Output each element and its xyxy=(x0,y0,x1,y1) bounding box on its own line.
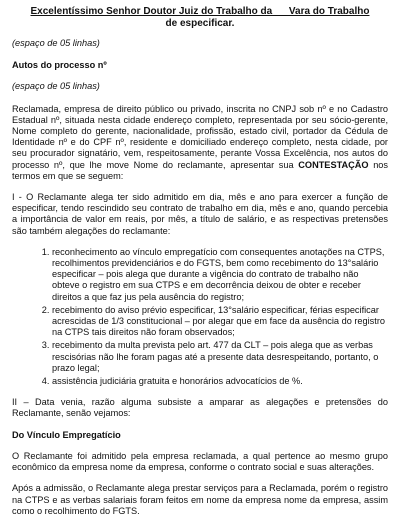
case-number-line: Autos do processo nº xyxy=(12,60,107,71)
intro-paragraph xyxy=(12,104,388,182)
list-item: 3. recebimento da multa prevista pelo art. 477 da CLT – pois alega que as verbas rescisórias não lhe foram pagas até a presente data desrespeitando, portanto, o prazo legal; xyxy=(52,340,388,374)
title-line-2: de especificar. xyxy=(165,18,235,29)
document-title xyxy=(12,6,388,30)
list-item: 4. assistência judiciária gratuita e honorários advocatícios de %. xyxy=(52,376,388,387)
list-item: 1. reconhecimento ao vínculo empregatício com consequentes anotações na CTPS, recolhimentos previdenciários e do FGTS, bem como recebimento do 13°salário especificar – pois alega que durante a vigência do contrato de trabalho não obteve o registro em sua CTPS e em decorrência deixou de obter e receber direitos a que faz jus pela ausência do registro; xyxy=(52,247,388,303)
space-note-1: (espaço de 05 linhas) xyxy=(12,38,100,48)
list-item: 2. recebimento do aviso prévio especificar, 13°salário especificar, férias especificar acrescidas de 1/3 constitucional – por alegar que em face da ausência do registro na CTPS tais direitos não foram observados; xyxy=(52,305,388,339)
intro-text: Reclamada, empresa de direito público ou privado, inscrita no CNPJ sob nº e no Cadastro Estadual nº, situada nesta cidade endereço completo, representada por seu sócio-gerente, Nome completo do gerente, nacionalidade, profissão, estado civil, portador da Cédula de Identidade nº e do CPF nº, residente e domiciliado endereço completo, nesta cidade, por seu procurador signatário, vem, respeitosamente, perante Vossa Excelência, nos autos do processo nº, que lhe move Nome do reclamante, apresentar sua xyxy=(12,103,388,170)
title-line-1: Excelentíssimo Senhor Doutor Juiz do Trabalho da __ Vara do Trabalho xyxy=(30,6,370,17)
paragraph-rebuttal: II – Data venia, razão alguma subsiste a amparar as alegações e pretensões do Reclamante, senão vejamos: xyxy=(12,397,388,419)
paragraph-registration: Após a admissão, o Reclamante alega prestar serviços para a Reclamada, porém o registro na CTPS e as verbas salariais foram feitos em nome da empresa nome da empresa, assim como o recolhimento do FGTS. xyxy=(12,483,388,516)
space-note-2: (espaço de 05 linhas) xyxy=(12,81,100,92)
paragraph-claims: I - O Reclamante alega ter sido admitido em dia, mês e ano para exercer a função de especificar, tendo rescindido seu contrato de trabalho em dia, mês e ano, quando percebia a importância de valor em reais, por mês, a título de salário, e as respectivas pretensões são também alegações do reclamante: xyxy=(12,192,388,236)
paragraph-admission: O Reclamante foi admitido pela empresa reclamada, a qual pertence ao mesmo grupo econômico da empresa nome da empresa, conforme o contrato social e suas alterações. xyxy=(12,450,388,473)
section-heading: Do Vínculo Empregatício xyxy=(12,429,121,440)
claims-list xyxy=(12,247,388,387)
contestacao-keyword: CONTESTAÇÃO xyxy=(298,159,369,170)
intro-text-end: nos termos em que se seguem: xyxy=(12,159,389,181)
